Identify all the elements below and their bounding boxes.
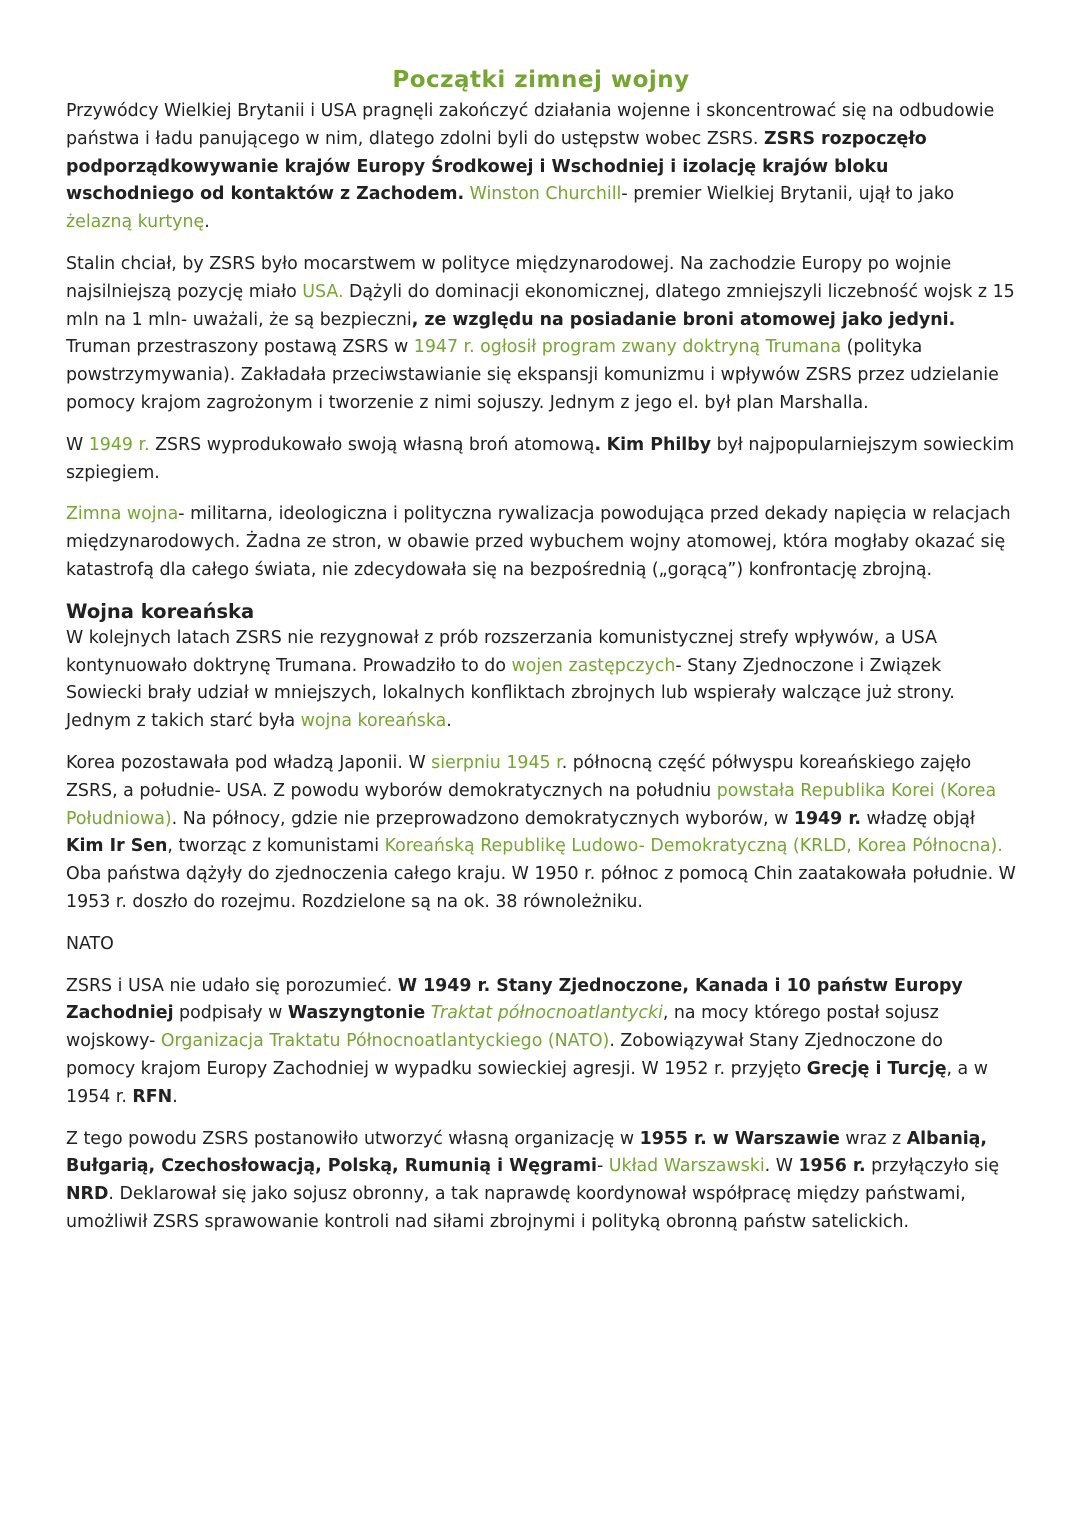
text-run: przyłączyło się xyxy=(865,1156,1000,1177)
text-run: . xyxy=(446,711,452,732)
text-run: USA. xyxy=(302,281,344,302)
text-run: ZSRS i USA nie udało się porozumieć. xyxy=(66,975,398,996)
text-run: W kolejnych latach ZSRS nie rezygnował z prób rozszerzania komunistycznej strefy wpływów, a USA kontynuowało doktrynę Trumana. Prowadziło to do xyxy=(66,627,938,676)
heading-korean-war: Wojna koreańska xyxy=(66,599,255,623)
text-run: W xyxy=(66,434,89,455)
text-run: Przywódcy Wielkiej Brytanii i USA pragnęli zakończyć działania wojenne i skoncentrować się na odbudowie państwa i ładu panującego w nim, dlatego zdolni byli do ustępstw wobec ZSRS. xyxy=(66,101,995,149)
text-run: - Stany Zjednoczone i Związek Sowiecki brały udział w mniejszych, lokalnych konfliktach zbrojnych lub wspierały walczące już strony. Jednym z takich starć była xyxy=(66,655,955,732)
text-run: ZSRS rozpoczęło podporządkowywanie krajów Europy Środkowej i Wschodniej i izolację krajów bloku wschodniego od kontaktów z Zachodem. xyxy=(66,128,927,205)
text-run: Z tego powodu ZSRS postanowiło utworzyć własną organizację w xyxy=(66,1128,640,1149)
text-run: wraz z xyxy=(839,1128,907,1149)
text-run: wojna koreańska xyxy=(300,711,447,732)
text-run: powstała Republika Korei (Korea Południowa) xyxy=(66,780,997,829)
text-run: Oba państwa dążyły do zjednoczenia całego kraju. W 1950 r. północ z pomocą Chin zaatakowała południe. W 1953 r. doszło do rozejmu. Rozdzielone są na ok. 38 równoleżniku. xyxy=(66,864,1016,912)
text-run: żelazną kurtynę xyxy=(66,212,205,233)
text-run: sierpniu 1945 r xyxy=(431,752,562,773)
text-run: . xyxy=(172,1086,178,1107)
paragraph-soviet-bomb xyxy=(66,432,1016,488)
text-run: W 1949 r. Stany Zjednoczone, Kanada i 10 państw Europy Zachodniej xyxy=(66,975,963,1024)
text-run: Dążyli do dominacji ekonomicznej, dlatego zmniejszyli liczebność wojsk z 15 mln na 1 mln- uważali, że są bezpieczni xyxy=(66,281,1015,330)
text-run: władzę objął xyxy=(861,808,975,829)
text-run: . xyxy=(594,434,602,455)
text-run: , na mocy którego postał sojusz wojskowy- xyxy=(66,1003,939,1052)
text-run: Zimna wojna xyxy=(66,504,179,525)
text-run: Korea pozostawała pod władzą Japonii. W xyxy=(66,752,432,773)
text-run: . Na północy, gdzie nie przeprowadzono demokratycznych wyborów, w xyxy=(171,808,794,829)
text-run: wojen zastępczych xyxy=(511,655,676,676)
text-run: Stalin chciał, by ZSRS było mocarstwem w polityce międzynarodowej. Na zachodzie Europy po wojnie najsilniejszą pozycję miało xyxy=(66,253,952,302)
text-run: - xyxy=(596,1156,609,1177)
text-run: , ze względu na posiadanie broni atomowej jako jedyni. xyxy=(411,309,956,330)
text-run: 1955 r. w Warszawie xyxy=(639,1128,840,1149)
text-run: 1947 r. ogłosił program zwany doktryną Trumana xyxy=(413,337,842,358)
heading-nato: NATO xyxy=(66,933,114,954)
text-run: . Zobowiązywał Stany Zjednoczone do pomocy krajom Europy Zachodniej w wypadku sowieckiej agresji. W 1952 r. przyjęto xyxy=(66,1031,943,1079)
text-run: . W xyxy=(764,1156,799,1177)
text-run: NRD xyxy=(66,1184,109,1205)
text-run: Waszyngtonie xyxy=(287,1003,426,1024)
text-run: Koreańską Republikę Ludowo- Demokratyczną (KRLD, Korea Północna). xyxy=(384,836,1003,857)
text-run: , tworząc z komunistami xyxy=(167,836,385,857)
paragraph-korea xyxy=(66,750,1016,917)
text-run: 1949 r. xyxy=(88,434,150,455)
text-run: Traktat północnoatlantycki xyxy=(430,1003,663,1024)
text-run: Organizacja Traktatu Północnoatlantyckiego (NATO) xyxy=(160,1031,610,1052)
paragraph-cold-war-definition xyxy=(66,501,1016,584)
paragraph-intro xyxy=(66,98,1016,237)
paragraph-nato xyxy=(66,973,1016,1112)
page-title: Początki zimnej wojny xyxy=(392,67,690,93)
text-run: . Deklarował się jako sojusz obronny, a tak naprawdę koordynował współpracę między państwami, umożliwił ZSRS sprawowanie kontroli nad siłami zbrojnymi i polityką obronną państw satelickich. xyxy=(66,1184,966,1232)
text-run: RFN xyxy=(132,1086,173,1107)
document-page xyxy=(66,64,1016,1251)
text-run: Albanią, Bułgarią, Czechosłowacją, Polską, Rumunią i Węgrami xyxy=(66,1128,988,1177)
text-run: 1956 r. xyxy=(798,1156,866,1177)
text-run: . północną część półwyspu koreańskiego zajęło ZSRS, a południe- USA. Z powodu wyborów demokratycznych na południu xyxy=(66,752,972,801)
text-run: - militarna, ideologiczna i polityczna rywalizacja powodująca przed dekady napięcia w relacjach międzynarodowych. Żadna ze stron, w obawie przed wybuchem wojny atomowej, która mogłaby okazać się katastrofą dla całego świata, nie zdecydowała się na bezpośrednią („gorącą”) konfrontację zbrojną. xyxy=(66,504,1011,580)
text-run: Kim Ir Sen xyxy=(66,836,168,857)
text-run: , a w 1954 r. xyxy=(66,1058,988,1107)
text-run: podpisały w xyxy=(173,1003,288,1024)
text-run: Winston Churchill xyxy=(469,184,622,205)
text-run: Grecję i Turcję xyxy=(806,1058,947,1079)
paragraph-proxy-wars xyxy=(66,625,1016,736)
text-run: . xyxy=(204,212,210,233)
text-run: (polityka powstrzymywania). Zakładała przeciwstawianie się ekspansji komunizmu i wpływów ZSRS przez udzielanie pomocy krajom zagrożonym i tworzenie z nimi sojuszy. Jednym z jego el. był plan Marshalla. xyxy=(66,337,999,413)
text-run: Truman przestraszony postawą ZSRS w xyxy=(66,337,414,358)
text-run: Układ Warszawski xyxy=(608,1156,765,1177)
text-run: Kim Philby xyxy=(606,434,712,455)
paragraph-warsaw-pact xyxy=(66,1126,1016,1237)
text-run: - premier Wielkiej Brytanii, ujął to jako xyxy=(621,184,955,205)
text-run: był najpopularniejszym sowieckim szpiegiem. xyxy=(66,434,1015,483)
paragraph-stalin-truman xyxy=(66,251,1016,418)
text-run: ZSRS wyprodukowało swoją własną broń atomową xyxy=(149,434,595,455)
text-run: 1949 r. xyxy=(793,808,862,829)
